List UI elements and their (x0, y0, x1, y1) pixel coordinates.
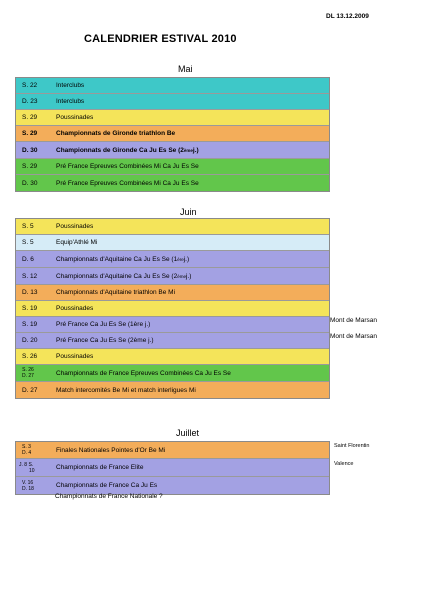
event-label: Pré France Epreuves Combinées Mi Ca Ju Es Se (56, 163, 199, 170)
calendar-row (16, 219, 329, 235)
event-date: S. 29 (22, 114, 38, 121)
calendar-row (16, 126, 329, 142)
event-date: S. 3 D. 4 (22, 444, 32, 456)
event-label: Championnats d'Aquitaine Ca Ju Es Se (2 ème j.) (56, 272, 192, 280)
calendar-row (16, 333, 329, 349)
event-label: Pré France Epreuves Combinées Mi Ca Ju Es Se (56, 179, 199, 187)
calendar-row (16, 175, 329, 191)
event-date: S. 19 (22, 321, 38, 328)
calendar-row (16, 110, 329, 126)
event-date: S. 26 (22, 353, 38, 360)
event-label: Poussinades (56, 353, 94, 360)
event-date: S. 26 D. 27 (22, 367, 34, 379)
event-date: D. 23 (22, 98, 38, 105)
event-label: Match intercomités Be Mi et match interligues Mi (56, 386, 196, 394)
mai-calendar-table (15, 77, 330, 192)
juin-calendar-table (15, 218, 330, 399)
event-label: Championnats de France Ca Ju Es (56, 482, 158, 489)
event-label: Championnats d'Aquitaine Ca Ju Es Se (1 ère j.) (56, 255, 190, 263)
page-title: CALENDRIER ESTIVAL 2010 (84, 33, 237, 45)
event-label: Championnats de France Elite (56, 464, 144, 471)
calendar-row (16, 317, 329, 333)
calendar-row (16, 268, 329, 285)
event-label: Pré France Ca Ju Es Se (2ème j.) (56, 337, 154, 344)
pending-event-note: Championnats de France Nationale ? (55, 493, 163, 500)
event-date: D. 27 (22, 386, 38, 394)
calendar-row (16, 235, 329, 251)
event-label: Poussinades (56, 305, 94, 312)
calendar-row (16, 94, 329, 110)
event-date: D. 20 (22, 337, 38, 344)
calendar-row (16, 477, 329, 494)
event-date: S. 22 (22, 82, 38, 89)
event-location: Mont de Marsan (330, 317, 377, 324)
calendar-row (16, 301, 329, 317)
event-label: Finales Nationales Pointes d'Or Be Mi (56, 446, 166, 454)
juillet-calendar-table (15, 441, 330, 495)
event-date: D. 6 (22, 255, 34, 263)
event-location: Saint Florentin (334, 443, 370, 449)
event-date: D. 13 (22, 289, 38, 296)
document-stamp: DL 13.12.2009 (326, 13, 369, 20)
calendar-row (16, 159, 329, 175)
event-label: Championnats de Gironde Ca Ju Es Se (2 ème j.) (56, 146, 199, 154)
calendar-row (16, 285, 329, 301)
event-date: D. 30 (22, 179, 38, 187)
event-label: Championnats de Gironde triathlon Be (56, 130, 176, 137)
event-label: Pré France Ca Ju Es Se (1ère j.) (56, 321, 151, 328)
event-label: Interclubs (56, 98, 85, 105)
event-date: S. 29 (22, 130, 38, 137)
event-location: Valence (334, 461, 354, 467)
event-location: Mont de Marsan (330, 333, 377, 340)
event-label: Poussinades (56, 223, 94, 230)
calendar-row (16, 349, 329, 365)
event-label: Poussinades (56, 114, 94, 121)
event-date: S. 29 (22, 163, 38, 170)
month-heading-mai: Mai (178, 64, 193, 74)
calendar-row (16, 142, 329, 159)
calendar-row (16, 251, 329, 268)
event-date: V. 16 D. 18 (22, 479, 34, 492)
event-date: J. 8 S. 10 (19, 461, 35, 474)
event-date: S. 5 (22, 223, 34, 230)
calendar-row (16, 382, 329, 398)
calendar-row (16, 78, 329, 94)
event-date: S. 19 (22, 305, 38, 312)
calendar-row (16, 365, 329, 382)
event-label: Interclubs (56, 82, 85, 89)
event-date: D. 30 (22, 146, 38, 154)
calendar-row (16, 459, 329, 477)
event-label: Equip'Athlé Mi (56, 239, 98, 246)
calendar-row (16, 442, 329, 459)
event-label: Championnats de France Epreuves Combinées Ca Ju Es Se (56, 369, 231, 377)
event-date: S. 5 (22, 239, 34, 246)
event-label: Championnats d'Aquitaine triathlon Be Mi (56, 289, 176, 296)
month-heading-juin: Juin (180, 207, 197, 217)
event-date: S. 12 (22, 272, 38, 280)
month-heading-juillet: Juillet (176, 428, 200, 438)
